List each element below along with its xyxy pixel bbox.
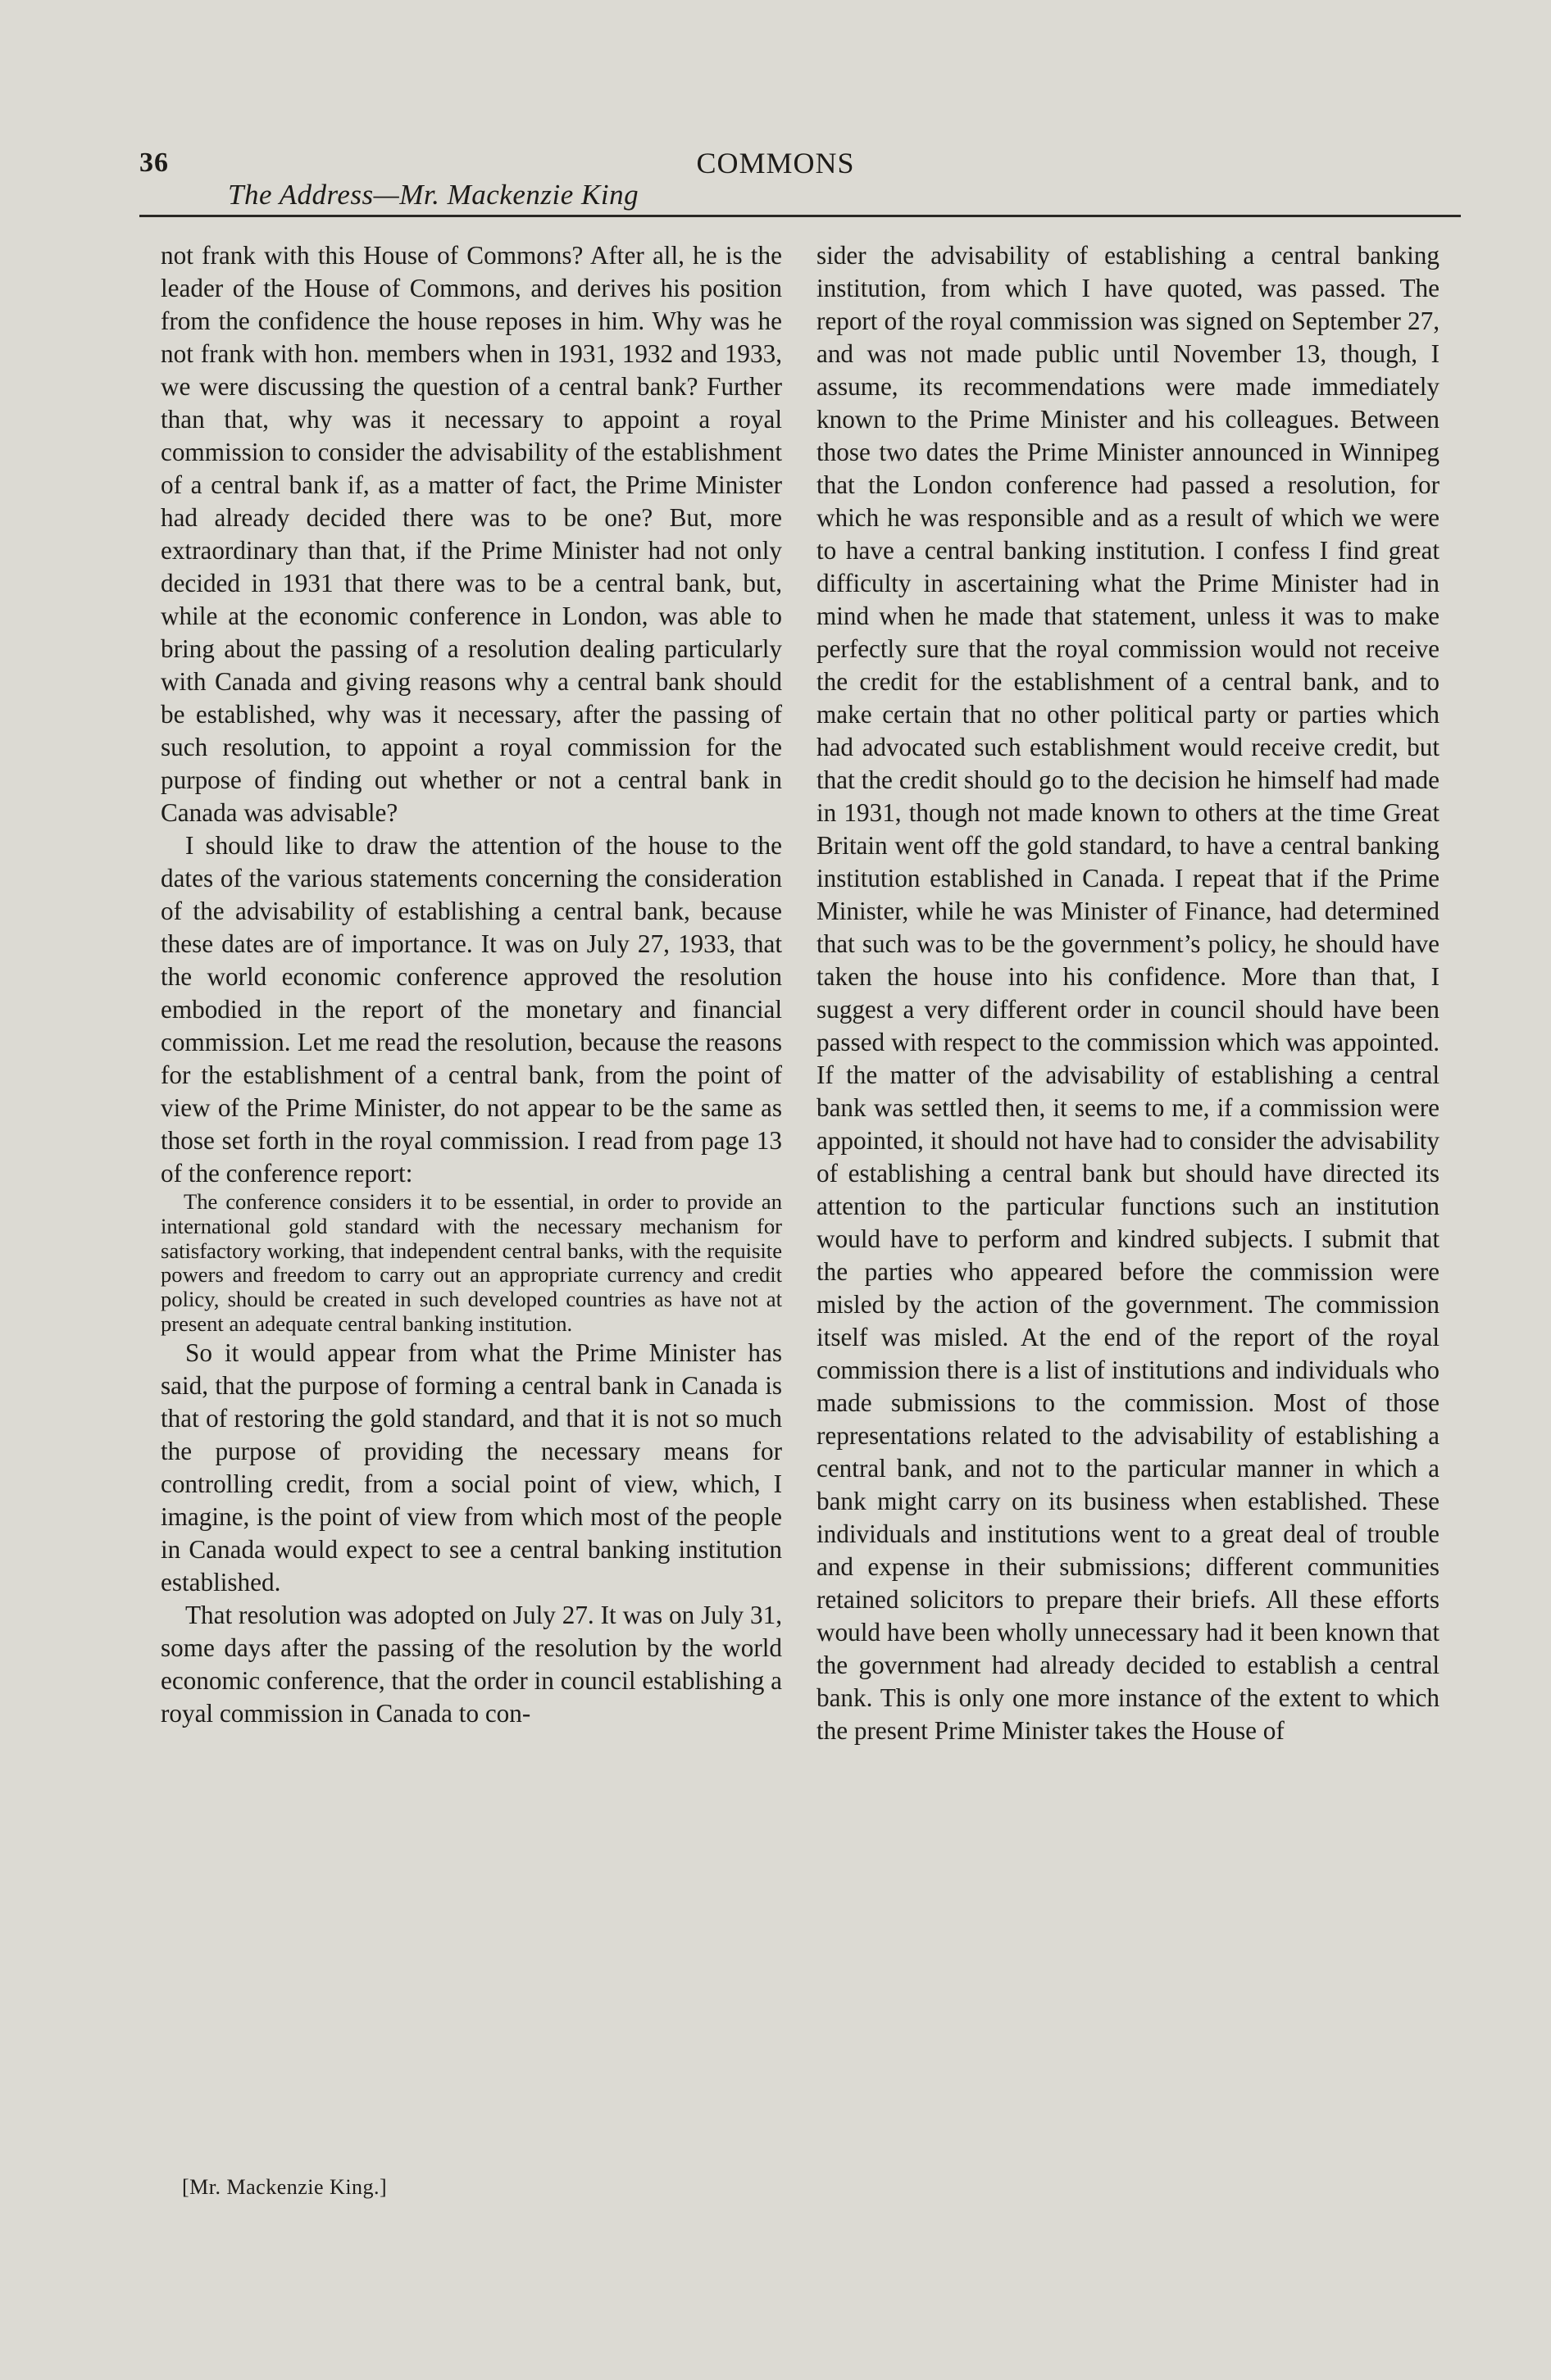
left-column	[161, 239, 782, 1730]
block-quote: The conference considers it to be essential, in order to provide an international gold standard with the necessary mechanism for satisfactory working, that independent central banks, with the requisite powers and freedom to carry out an appropriate currency and credit policy, should be created in such developed countries as have not at present an adequate central banking institution.	[161, 1189, 782, 1336]
speaker-footer: [Mr. Mackenzie King.]	[182, 2175, 388, 2199]
page-number: 36	[139, 148, 169, 178]
paragraph: So it would appear from what the Prime Minister has said, that the purpose of forming a central bank in Canada is that of restoring the gold standard, and that it is not so much the purpose of providing the necessary means for controlling credit, from a social point of view, which, I imagine, is the point of view from which most of the people in Canada would expect to see a central banking institution established.	[161, 1338, 782, 1597]
paragraph: That resolution was adopted on July 27. It was on July 31, some days after the passing of the resolution by the world economic conference, that the order in council establishing a royal commission in Canada to con-	[161, 1600, 782, 1728]
paragraph: not frank with this House of Commons? After all, he is the leader of the House of Commons, and derives his position from the confidence the house reposes in him. Why was he not frank with hon. members when in 1931, 1932 and 1933, we were discussing the question of a central bank? Further than that, why was it necessary to appoint a royal commission to consider the advisability of the establishment of a central bank if, as a matter of fact, the Prime Minister had already decided there was to be one? But, more extraordinary than that, if the Prime Minister had not only decided in 1931 that there was to be a central bank, but, while at the economic conference in London, was able to bring about the passing of a resolution dealing particularly with Canada and giving reasons why a central bank should be established, why was it necessary, after the passing of such resolution, to appoint a royal commission for the purpose of finding out whether or not a central bank in Canada was advisable?	[161, 241, 782, 827]
section-heading: COMMONS	[696, 147, 855, 179]
running-title: The Address—Mr. Mackenzie King	[228, 179, 639, 211]
paragraph: I should like to draw the attention of the house to the dates of the various statements concerning the consideration of the advisability of establishing a central bank, because these dates are of importance. It was on July 27, 1933, that the world economic conference approved the resolution embodied in the report of the monetary and financial commission. Let me read the resolution, because the reasons for the establishment of a central bank, from the point of view of the Prime Minister, do not appear to be the same as those set forth in the royal commission. I read from page 13 of the conference report:	[161, 831, 782, 1188]
header-divider	[139, 215, 1461, 217]
right-column	[816, 239, 1440, 1747]
paragraph: sider the advisability of establishing a central banking institution, from which I have quoted, was passed. The report of the royal commission was signed on September 27, and was not made public until November 13, though, I assume, its recommendations were made immediately known to the Prime Minister and his colleagues. Between those two dates the Prime Minister announced in Winnipeg that the London conference had passed a resolution, for which he was responsible and as a result of which we were to have a central banking institution. I confess I find great difficulty in ascertaining what the Prime Minister had in mind when he made that statement, unless it was to make perfectly sure that the royal commission would not receive the credit for the establishment of a central bank, and to make certain that no other political party or parties which had advocated such establishment would receive credit, but that the credit should go to the decision he himself had made in 1931, though not made known to others at the time Great Britain went off the gold standard, to have a central banking institution established in Canada. I repeat that if the Prime Minister, while he was Minister of Finance, had determined that such was to be the government’s policy, he should have taken the house into his confidence. More than that, I suggest a very different order in council should have been passed with respect to the commission which was appointed. If the matter of the advisability of establishing a central bank was settled then, it seems to me, if a commission were appointed, it should not have had to consider the advisability of establishing a central bank but should have directed its attention to the particular functions such an institution would have to perform and kindred subjects. I submit that the parties who appeared before the commission were misled by the action of the government. The commission itself was misled. At the end of the report of the royal commission there is a list of institutions and individuals who made submissions to the commission. Most of those representations related to the advisability of establishing a central bank, and not to the particular manner in which a bank might carry on its business when established. These individuals and institutions went to a great deal of trouble and expense in their submissions; different communities retained solicitors to prepare their briefs. All these efforts would have been wholly unnecessary had it been known that the government had already decided to establish a central bank. This is only one more instance of the extent to which the present Prime Minister takes the House of	[816, 241, 1440, 1745]
